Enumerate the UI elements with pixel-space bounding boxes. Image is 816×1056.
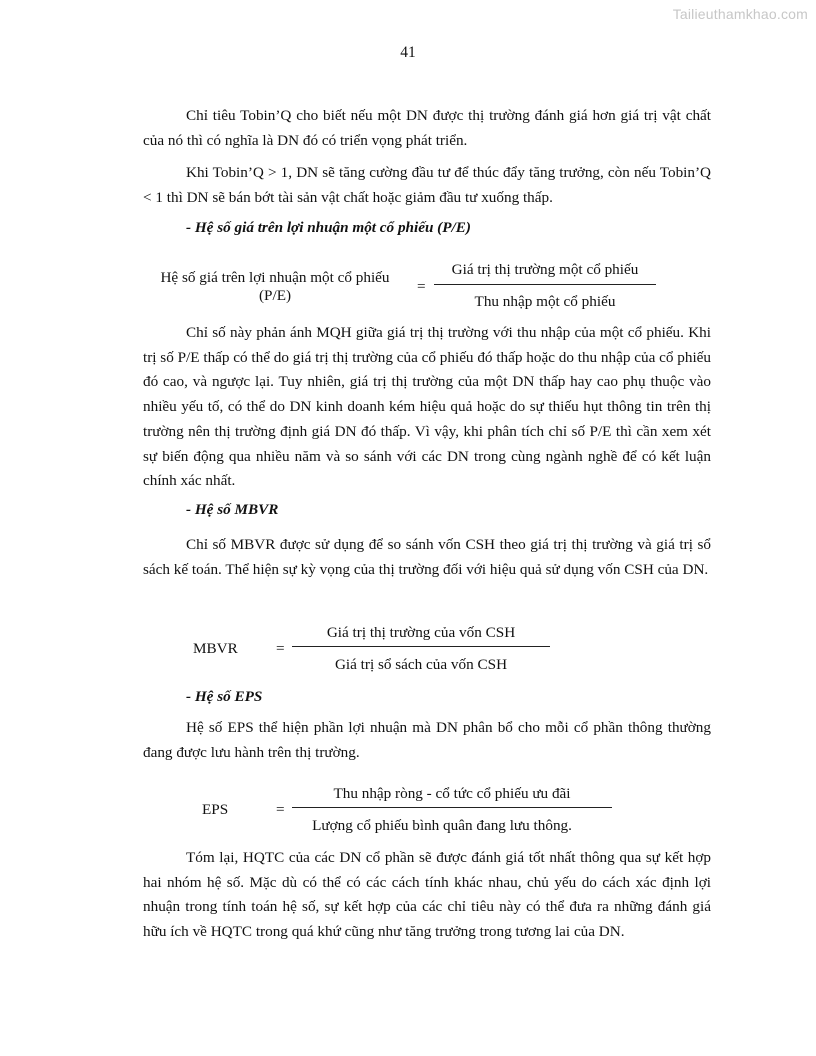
paragraph-pe-explanation: Chỉ số này phản ánh MQH giữa giá trị thị trường với thu nhập của một cổ phiếu. Khi trị số P/E thấp có thể do giá trị thị trường của cổ phiếu đó thấp hoặc do thu nhập của cổ phiếu đó cao, và ngược lại. Tuy nhiên, giá trị thị trường của một DN thấp hay cao phụ thuộc vào nhiều yếu tố, có thể do DN kinh doanh kém hiệu quả hoặc do sự thiếu hụt thông tin trên thị trường nên thị trường định giá DN đó thấp. Vì vậy, khi phân tích chỉ số P/E thì cần xem xét sự biến động qua nhiều năm và so sánh với các DN trong cùng ngành nghề để có kết luận chính xác nhất. [143, 324, 711, 490]
formula-pe-equals: = [417, 278, 426, 295]
formula-eps-fraction-bar [292, 807, 612, 808]
formula-eps-label: EPS [202, 801, 229, 818]
heading-mbvr: - Hệ số MBVR [186, 501, 279, 518]
formula-pe-label-line1: Hệ số giá trên lợi nhuận một cổ phiếu [160, 269, 390, 286]
paragraph-mbvr-explanation: Chỉ số MBVR được sử dụng để so sánh vốn CSH theo giá trị thị trường và giá trị sổ sách kế toán. Thể hiện sự kỳ vọng của thị trường đối với hiệu quả sử dụng vốn CSH của DN. [143, 536, 711, 578]
formula-eps-equals: = [276, 801, 285, 818]
formula-mbvr-fraction-bar [292, 646, 550, 647]
page-number: 41 [400, 44, 416, 61]
formula-mbvr-label: MBVR [193, 640, 238, 657]
formula-mbvr-numerator: Giá trị thị trường của vốn CSH [326, 624, 516, 641]
paragraph-tobinq-interpretation: Khi Tobin’Q > 1, DN sẽ tăng cường đầu tư để thúc đẩy tăng trưởng, còn nếu Tobin’Q < 1 thì DN sẽ bán bớt tài sản vật chất hoặc giảm đầu tư xuống thấp. [143, 164, 711, 206]
paragraph-tobinq-definition: Chỉ tiêu Tobin’Q cho biết nếu một DN được thị trường đánh giá hơn giá trị vật chất của nó thì có nghĩa là DN đó có triển vọng phát triển. [143, 107, 711, 149]
formula-pe-denominator: Thu nhập một cổ phiếu [474, 293, 616, 310]
formula-pe-label-line2: (P/E) [258, 287, 292, 304]
formula-mbvr-denominator: Giá trị sổ sách của vốn CSH [334, 656, 508, 673]
heading-eps: - Hệ số EPS [186, 688, 263, 705]
formula-pe-numerator: Giá trị thị trường một cổ phiếu [451, 261, 639, 278]
paragraph-eps-explanation: Hệ số EPS thể hiện phần lợi nhuận mà DN phân bổ cho mỗi cổ phần thông thường đang được lưu hành trên thị trường. [143, 719, 711, 761]
formula-eps-denominator: Lượng cổ phiếu bình quân đang lưu thông. [312, 817, 572, 834]
heading-pe-ratio: - Hệ số giá trên lợi nhuận một cổ phiếu (P/E) [186, 219, 471, 236]
watermark: Tailieuthamkhao.com [672, 6, 808, 22]
formula-pe-fraction-bar [434, 284, 656, 285]
formula-mbvr-equals: = [276, 640, 285, 657]
paragraph-conclusion: Tóm lại, HQTC của các DN cổ phần sẽ được đánh giá tốt nhất thông qua sự kết hợp hai nhóm hệ số. Mặc dù có thể có các cách tính khác nhau, chủ yếu do cách xác định lợi nhuận trong tính toán hệ số, sự kết hợp của các chỉ tiêu này có thể đưa ra những đánh giá hữu ích về HQTC trong quá khứ cũng như tăng trưởng trong tương lai của DN. [143, 849, 711, 941]
formula-eps-numerator: Thu nhập ròng - cổ tức cổ phiếu ưu đãi [333, 785, 571, 802]
